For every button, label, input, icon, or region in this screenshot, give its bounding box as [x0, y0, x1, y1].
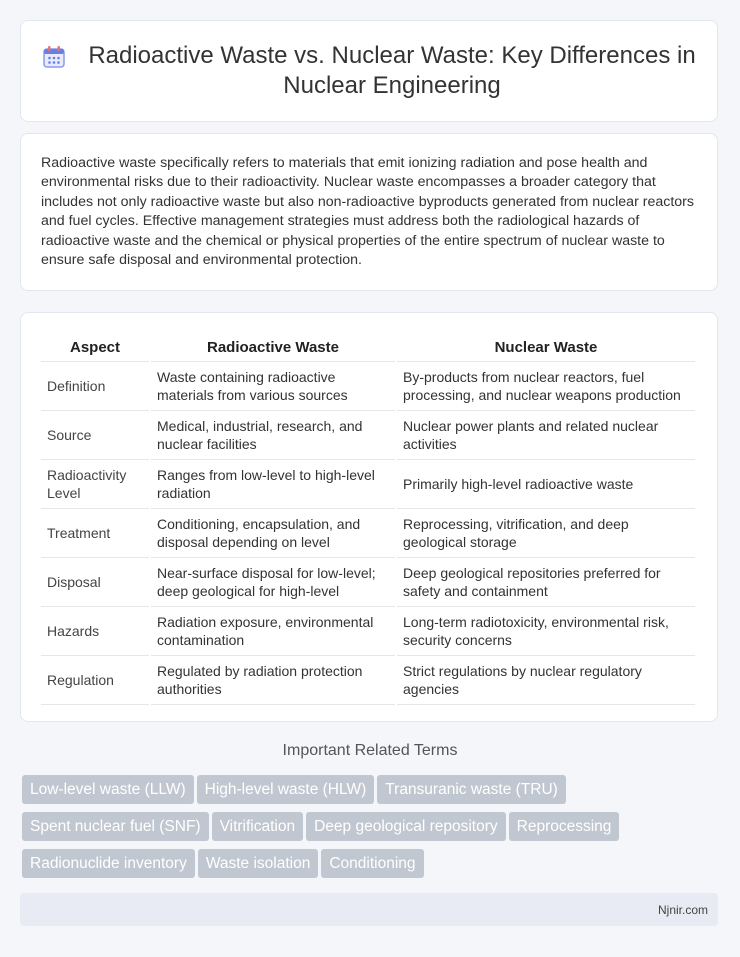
cell-nuclear-waste: Primarily high-level radioactive waste: [397, 460, 695, 509]
calendar-icon: [41, 44, 67, 70]
related-term-tag[interactable]: Radionuclide inventory: [22, 849, 195, 878]
footer: [20, 893, 718, 926]
title-card: [20, 20, 718, 122]
header-radioactive-waste: Radioactive Waste: [151, 333, 395, 362]
cell-nuclear-waste: Long-term radiotoxicity, environmental risk, security concerns: [397, 607, 695, 656]
cell-aspect: Regulation: [41, 656, 149, 705]
cell-aspect: Disposal: [41, 558, 149, 607]
table-row: [41, 509, 695, 558]
related-term-tag[interactable]: Spent nuclear fuel (SNF): [22, 812, 209, 841]
intro-card: [20, 133, 718, 291]
comparison-table-card: [20, 312, 718, 722]
cell-radioactive-waste: Regulated by radiation protection authorities: [151, 656, 395, 705]
related-term-tag[interactable]: Vitrification: [212, 812, 304, 841]
cell-aspect: Hazards: [41, 607, 149, 656]
cell-radioactive-waste: Waste containing radioactive materials from various sources: [151, 362, 395, 411]
table-row: [41, 656, 695, 705]
cell-aspect: Source: [41, 411, 149, 460]
page-title: Radioactive Waste vs. Nuclear Waste: Key Differences in Nuclear Engineering: [88, 42, 696, 99]
footer-site[interactable]: Njnir.com: [657, 903, 708, 917]
cell-nuclear-waste: Reprocessing, vitrification, and deep geological storage: [397, 509, 695, 558]
cell-aspect: Treatment: [41, 509, 149, 558]
related-term-tag[interactable]: Waste isolation: [198, 849, 319, 878]
cell-radioactive-waste: Conditioning, encapsulation, and disposal depending on level: [151, 509, 395, 558]
table-header-row: [41, 333, 695, 362]
related-term-tag[interactable]: Deep geological repository: [306, 812, 506, 841]
table-row: [41, 362, 695, 411]
cell-aspect: Definition: [41, 362, 149, 411]
cell-nuclear-waste: Deep geological repositories preferred for safety and containment: [397, 558, 695, 607]
related-term-tag[interactable]: Transuranic waste (TRU): [377, 775, 566, 804]
intro-text: Radioactive waste specifically refers to materials that emit ionizing radiation and pose health and environmental risks due to their radioactivity. Nuclear waste encompasses a broader category that includes not only radioactive waste but also non-radioactive byproducts generated from nuclear reactors and fuel cycles. Effective management strategies must address both the radiological hazards of radioactive waste and the chemical or physical properties of the entire spectrum of nuclear waste to ensure safe disposal and environmental protection.: [41, 155, 694, 269]
table-row: [41, 558, 695, 607]
related-term-tag[interactable]: Reprocessing: [509, 812, 620, 841]
table-row: [41, 460, 695, 509]
header-aspect: Aspect: [41, 333, 149, 362]
cell-radioactive-waste: Near-surface disposal for low-level; deep geological for high-level: [151, 558, 395, 607]
table-row: [41, 607, 695, 656]
related-term-tag[interactable]: High-level waste (HLW): [197, 775, 375, 804]
cell-radioactive-waste: Ranges from low-level to high-level radiation: [151, 460, 395, 509]
comparison-table: [39, 333, 697, 705]
cell-aspect: Radioactivity Level: [41, 460, 149, 509]
related-terms-list: [22, 775, 722, 886]
cell-radioactive-waste: Medical, industrial, research, and nuclear facilities: [151, 411, 395, 460]
related-terms-title: Important Related Terms: [282, 742, 458, 759]
header-nuclear-waste: Nuclear Waste: [397, 333, 695, 362]
related-term-tag[interactable]: Low-level waste (LLW): [22, 775, 194, 804]
related-term-tag[interactable]: Conditioning: [321, 849, 423, 878]
cell-radioactive-waste: Radiation exposure, environmental contamination: [151, 607, 395, 656]
table-row: [41, 411, 695, 460]
cell-nuclear-waste: By-products from nuclear reactors, fuel processing, and nuclear weapons production: [397, 362, 695, 411]
cell-nuclear-waste: Strict regulations by nuclear regulatory agencies: [397, 656, 695, 705]
cell-nuclear-waste: Nuclear power plants and related nuclear activities: [397, 411, 695, 460]
